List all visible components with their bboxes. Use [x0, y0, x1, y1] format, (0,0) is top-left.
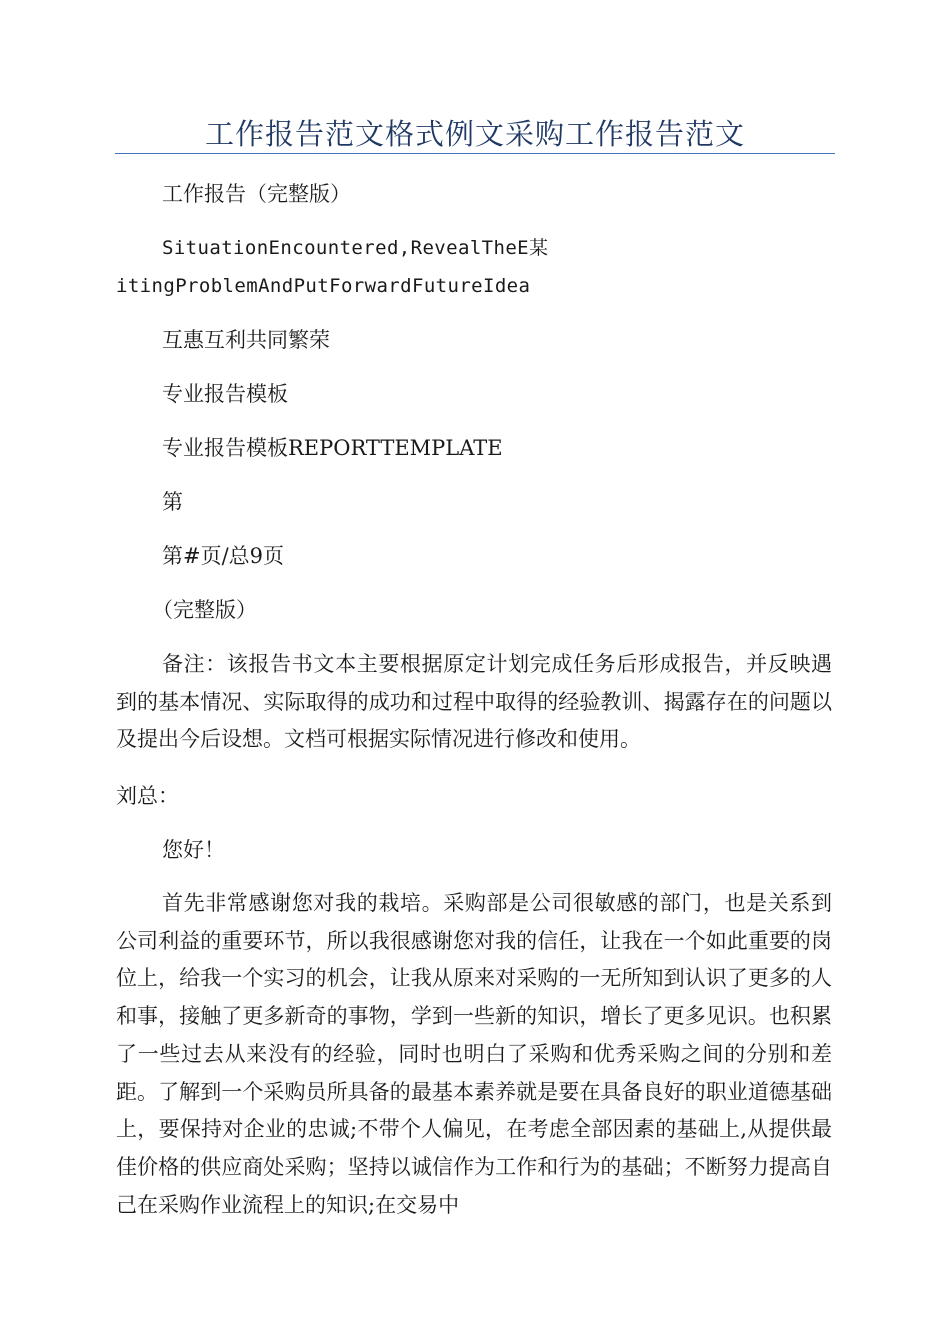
document-title: 工作报告范文格式例文采购工作报告范文 — [204, 117, 745, 151]
body-paragraph: 首先非常感谢您对我的栽培。采购部是公司很敏感的部门，也是关系到公司利益的重要环节，所以我很感谢您对我的信任，让我在一个如此重要的岗位上，给我一个实习的机会，让我从原来对采购的一无所知到认识了更多的人和事，接触了更多新奇的事物，学到一些新的知识，增长了更多见识。也积累了一些过去从来没有的经验，同时也明白了采购和优秀采购之间的分别和差距。了解到一个采购员所具备的最基本素养就是要在具备良好的职业道德基础上，要保持对企业的忠诚;不带个人偏见，在考虑全部因素的基础上,从提供最佳价格的供应商处采购；坚持以诚信作为工作和行为的基础；不断努力提高自己在采购作业流程上的知识;在交易中 — [116, 891, 832, 1217]
template-label-english: 专业报告模板REPORTTEMPLATE — [162, 436, 503, 460]
note-paragraph: 备注：该报告书文本主要根据原定计划完成任务后形成报告，并反映遇到的基本情况、实际取得的成功和过程中取得的经验教训、揭露存在的问题以及提出今后设想。文档可根据实际情况进行修改和使用。 — [116, 652, 832, 752]
page-counter: 第#页/总9页 — [162, 544, 285, 568]
page-prefix: 第 — [162, 490, 183, 514]
greeting: 您好！ — [162, 838, 225, 862]
report-label: 工作报告（完整版） — [162, 182, 351, 206]
complete-edition-label: （完整版） — [152, 598, 257, 622]
title-underline — [115, 153, 835, 154]
english-subtitle-line-1: SituationEncountered,RevealTheE某 — [162, 237, 549, 259]
english-subtitle-line-2: itingProblemAndPutForwardFutureIdea — [116, 275, 531, 297]
salutation: 刘总： — [116, 784, 179, 808]
template-label: 专业报告模板 — [162, 382, 288, 406]
slogan: 互惠互利共同繁荣 — [162, 328, 330, 352]
